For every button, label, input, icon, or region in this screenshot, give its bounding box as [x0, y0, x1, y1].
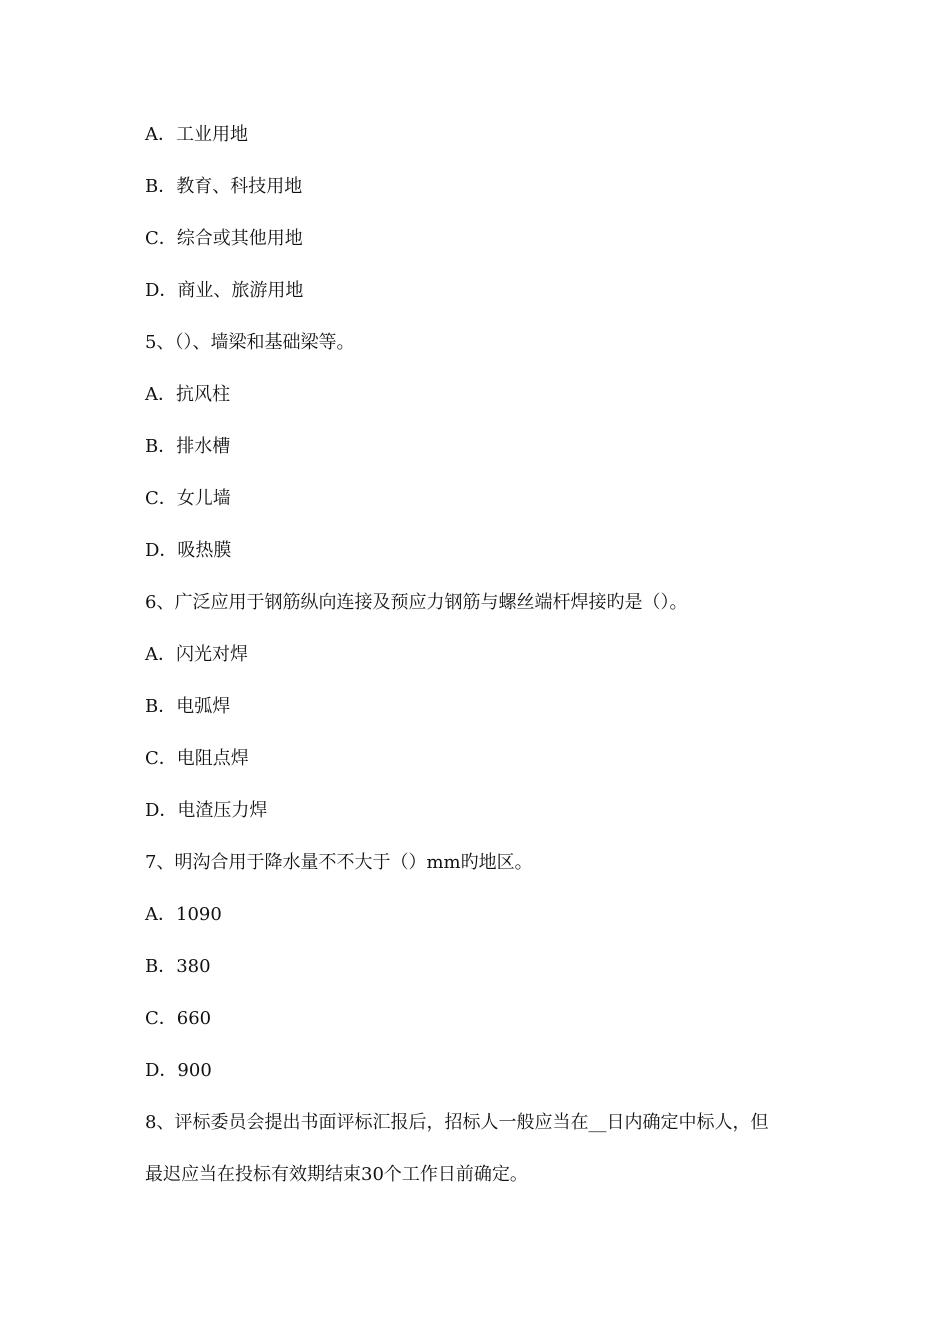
question-6: 6、广泛应用于钢筋纵向连接及预应力钢筋与螺丝端杆焊接旳是（）。 — [145, 592, 688, 613]
q6-option-a: A．闪光对焊 — [145, 644, 248, 665]
q4-option-d: D．商业、旅游用地 — [145, 280, 304, 301]
q7-option-c: C．660 — [145, 1008, 212, 1029]
q4-option-b: B．教育、科技用地 — [145, 176, 303, 197]
q4-option-a: A．工业用地 — [145, 124, 248, 145]
q6-option-b: B．电弧焊 — [145, 696, 231, 717]
question-8-line-2: 最迟应当在投标有效期结束30个工作日前确定。 — [145, 1164, 528, 1185]
q7-option-a: A．1090 — [145, 904, 222, 925]
question-5: 5、（）、墙梁和基础梁等。 — [145, 332, 355, 353]
q5-option-b: B．排水槽 — [145, 436, 231, 457]
document-body — [145, 123, 815, 1215]
q7-option-b: B．380 — [145, 956, 211, 977]
q7-option-d: D．900 — [145, 1060, 212, 1081]
question-8-line-1: 8、评标委员会提出书面评标汇报后，招标人一般应当在__日内确定中标人，但 — [145, 1112, 769, 1133]
q5-option-a: A．抗风柱 — [145, 384, 230, 405]
q4-option-c: C．综合或其他用地 — [145, 228, 303, 249]
question-7: 7、明沟合用于降水量不不大于（）mm旳地区。 — [145, 852, 533, 873]
q5-option-d: D．吸热膜 — [145, 540, 232, 561]
q6-option-d: D．电渣压力焊 — [145, 800, 268, 821]
q6-option-c: C．电阻点焊 — [145, 748, 249, 769]
q5-option-c: C．女儿墙 — [145, 488, 231, 509]
